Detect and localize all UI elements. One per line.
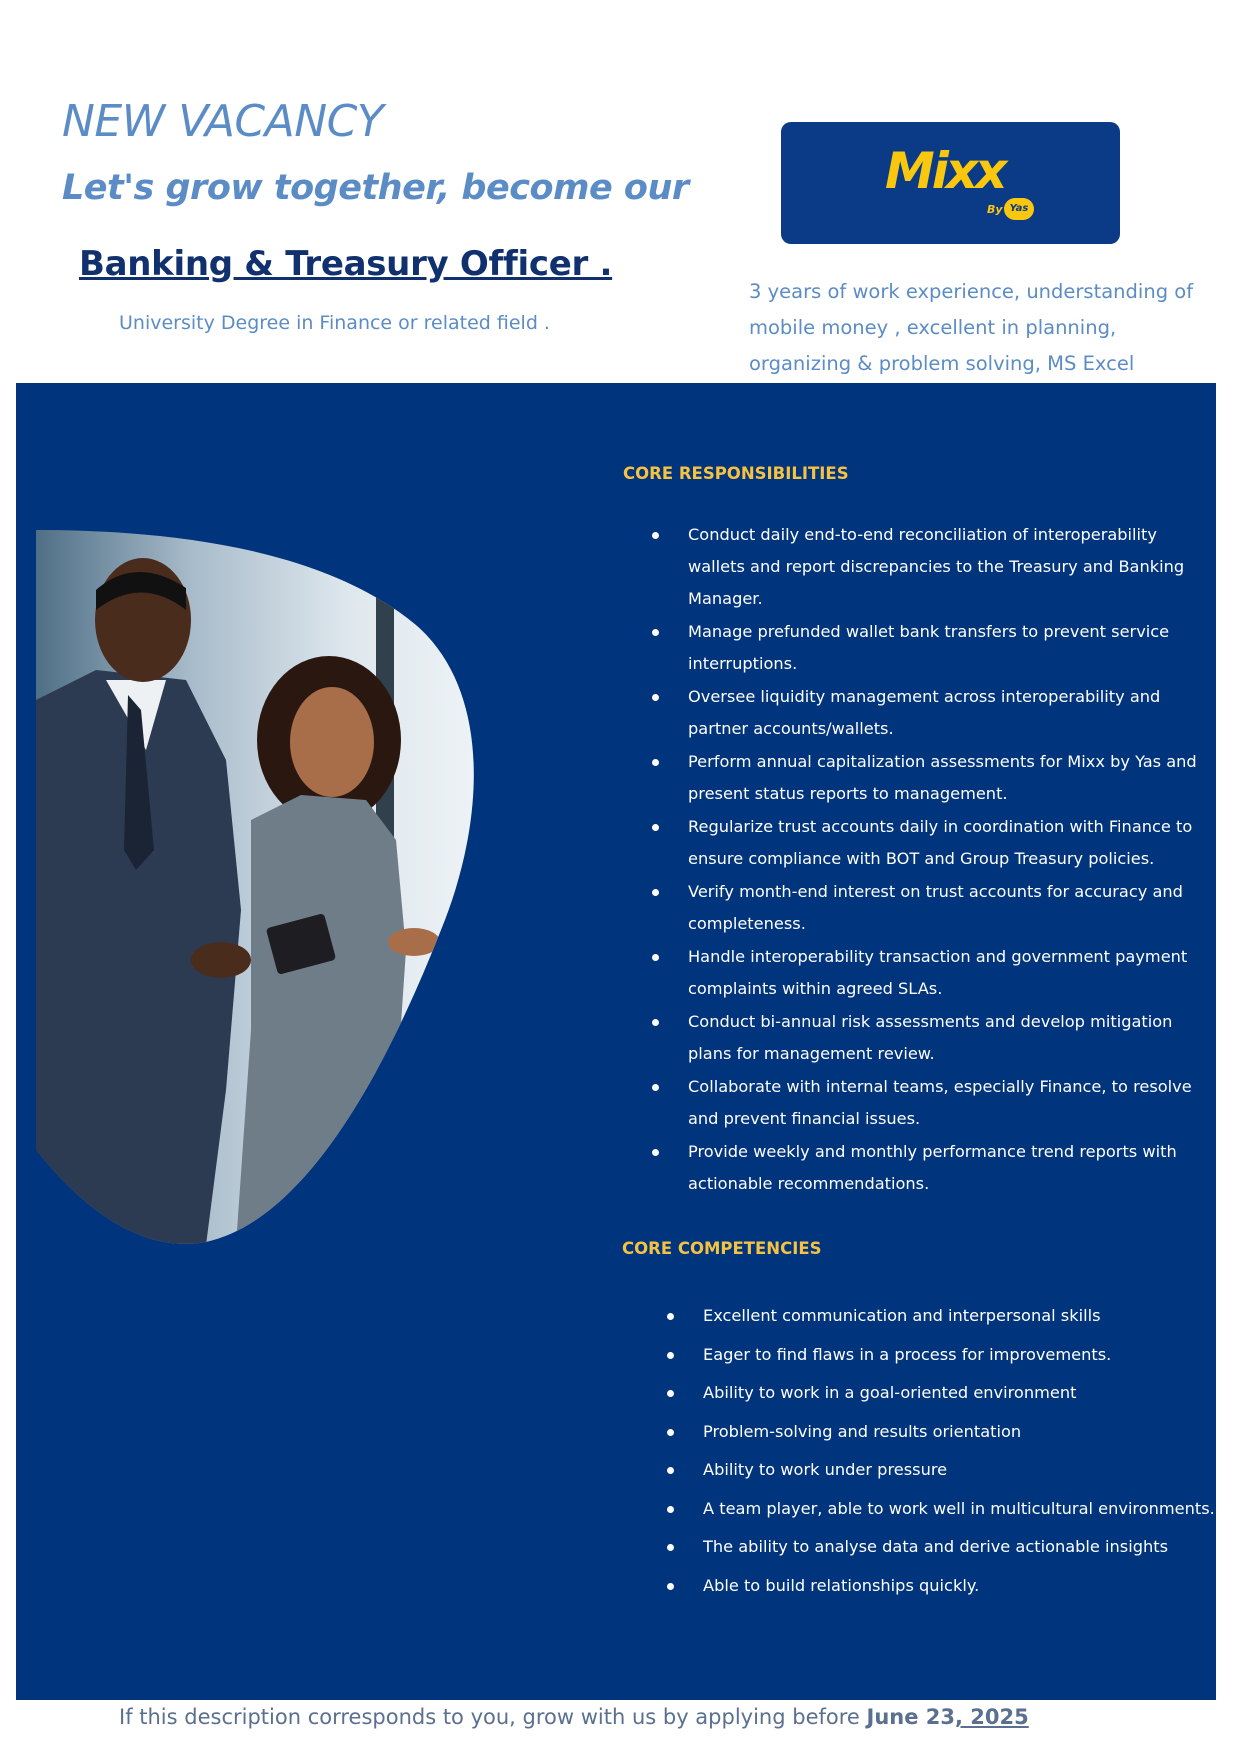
logo-by-text: By (987, 203, 1003, 216)
list-item: Conduct daily end-to-end reconciliation of interoperability wallets and report discrepancies to the Treasury and Banking Manager. (688, 519, 1208, 615)
list-item: Problem-solving and results orientation (703, 1416, 1208, 1455)
list-item: Provide weekly and monthly performance trend reports with actionable recommendations. (688, 1136, 1208, 1200)
list-item: Conduct bi-annual risk assessments and develop mitigation plans for management review. (688, 1006, 1208, 1070)
application-deadline-note (119, 1700, 1029, 1734)
core-responsibilities-heading: CORE RESPONSIBILITIES (623, 464, 849, 483)
list-item: Handle interoperability transaction and government payment complaints within agreed SLAs. (688, 941, 1208, 1005)
list-item: Ability to work in a goal-oriented environment (703, 1377, 1208, 1416)
experience-requirement: 3 years of work experience, understanding of mobile money , excellent in planning, organizing & problem solving, MS Excel (749, 280, 1194, 375)
list-item: Verify month-end interest on trust accounts for accuracy and completeness. (688, 876, 1208, 940)
deadline-year: , 2025 (955, 1705, 1029, 1729)
tagline: Let's grow together, become our (62, 168, 689, 208)
mixx-by-yas-logo (781, 122, 1120, 244)
list-item: Regularize trust accounts daily in coordination with Finance to ensure compliance with BOT and Group Treasury policies. (688, 811, 1208, 875)
list-item: Collaborate with internal teams, especially Finance, to resolve and prevent financial issues. (688, 1071, 1208, 1135)
logo-wordmark: Mixx (885, 142, 1005, 200)
list-item: Excellent communication and interpersonal skills (703, 1300, 1208, 1339)
competencies-list (703, 1300, 1215, 1608)
vacancy-title: NEW VACANCY (62, 96, 384, 147)
list-item: The ability to analyse data and derive actionable insights (703, 1531, 1208, 1570)
deadline-date: June 23 (866, 1705, 955, 1729)
footer-text: If this description corresponds to you, grow with us by applying before (119, 1705, 867, 1729)
business-people-photo (36, 530, 486, 1245)
list-item: A team player, able to work well in multicultural environments. (703, 1493, 1208, 1532)
yas-badge-icon: Yas (1004, 198, 1034, 220)
list-item: Oversee liquidity management across interoperability and partner accounts/wallets. (688, 681, 1208, 745)
job-title: Banking & Treasury Officer . (79, 244, 613, 284)
list-item: Able to build relationships quickly. (703, 1570, 1208, 1609)
responsibilities-list (688, 519, 1208, 1201)
education-requirement: University Degree in Finance or related field . (119, 312, 550, 334)
list-item: Perform annual capitalization assessments for Mixx by Yas and present status reports to management. (688, 746, 1208, 810)
list-item: Eager to find flaws in a process for improvements. (703, 1339, 1208, 1378)
list-item: Ability to work under pressure (703, 1454, 1208, 1493)
core-competencies-heading: CORE COMPETENCIES (622, 1239, 822, 1258)
list-item: Manage prefunded wallet bank transfers to prevent service interruptions. (688, 616, 1208, 680)
